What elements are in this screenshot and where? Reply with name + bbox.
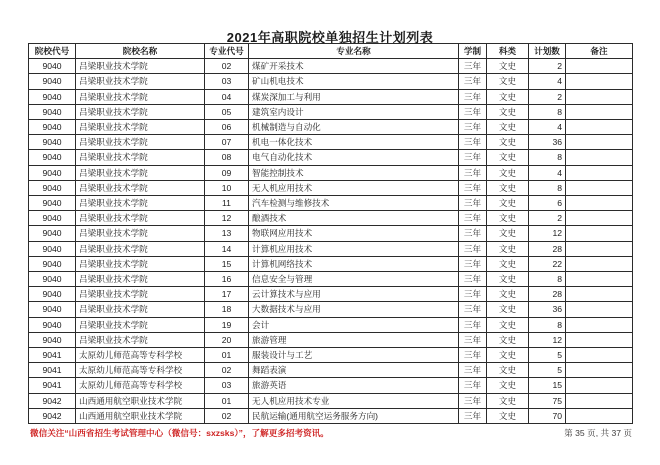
table-row: [29, 393, 633, 408]
table-row: [29, 302, 633, 317]
major-code-cell: 03: [205, 378, 249, 393]
remark-cell: [566, 211, 633, 226]
table-row: [29, 241, 633, 256]
remark-cell: [566, 348, 633, 363]
major-name-cell: 智能控制技术: [249, 165, 459, 180]
duration-cell: 三年: [459, 226, 487, 241]
major-code-cell: 16: [205, 272, 249, 287]
remark-cell: [566, 393, 633, 408]
duration-cell: 三年: [459, 104, 487, 119]
college-name-cell: 吕梁职业技术学院: [76, 180, 205, 195]
major-code-cell: 02: [205, 363, 249, 378]
table-row: [29, 256, 633, 271]
plan-count-cell: 4: [529, 120, 566, 135]
plan-count-cell: 28: [529, 241, 566, 256]
college-code-cell: 9040: [29, 302, 76, 317]
college-name-cell: 山西通用航空职业技术学院: [76, 393, 205, 408]
subject-category-cell: 文史: [487, 363, 529, 378]
major-code-cell: 03: [205, 74, 249, 89]
plan-count-cell: 15: [529, 378, 566, 393]
major-code-cell: 07: [205, 135, 249, 150]
remark-cell: [566, 59, 633, 74]
subject-category-cell: 文史: [487, 378, 529, 393]
subject-category-cell: 文史: [487, 272, 529, 287]
major-code-cell: 13: [205, 226, 249, 241]
table-row: [29, 363, 633, 378]
college-code-cell: 9040: [29, 165, 76, 180]
duration-cell: 三年: [459, 211, 487, 226]
college-code-cell: 9041: [29, 378, 76, 393]
remark-cell: [566, 241, 633, 256]
remark-cell: [566, 408, 633, 423]
table-row: [29, 74, 633, 89]
duration-cell: 三年: [459, 241, 487, 256]
college-name-cell: 吕梁职业技术学院: [76, 89, 205, 104]
major-code-cell: 04: [205, 89, 249, 104]
college-code-cell: 9040: [29, 120, 76, 135]
table-row: [29, 89, 633, 104]
remark-cell: [566, 363, 633, 378]
table-row: [29, 135, 633, 150]
plan-count-cell: 12: [529, 332, 566, 347]
subject-category-cell: 文史: [487, 120, 529, 135]
major-code-cell: 19: [205, 317, 249, 332]
plan-count-cell: 5: [529, 363, 566, 378]
plan-count-cell: 8: [529, 150, 566, 165]
college-name-cell: 太原幼儿师范高等专科学校: [76, 363, 205, 378]
major-name-cell: 会计: [249, 317, 459, 332]
college-code-cell: 9040: [29, 317, 76, 332]
college-name-cell: 吕梁职业技术学院: [76, 135, 205, 150]
col-header-major-code: 专业代号: [205, 44, 249, 59]
major-code-cell: 01: [205, 348, 249, 363]
major-name-cell: 煤炭深加工与利用: [249, 89, 459, 104]
college-code-cell: 9040: [29, 135, 76, 150]
table-row: [29, 150, 633, 165]
subject-category-cell: 文史: [487, 165, 529, 180]
plan-count-cell: 70: [529, 408, 566, 423]
major-name-cell: 煤矿开采技术: [249, 59, 459, 74]
college-name-cell: 太原幼儿师范高等专科学校: [76, 378, 205, 393]
subject-category-cell: 文史: [487, 59, 529, 74]
major-name-cell: 酿酒技术: [249, 211, 459, 226]
major-name-cell: 机电一体化技术: [249, 135, 459, 150]
subject-category-cell: 文史: [487, 317, 529, 332]
college-code-cell: 9042: [29, 393, 76, 408]
plan-count-cell: 36: [529, 302, 566, 317]
major-code-cell: 09: [205, 165, 249, 180]
table-row: [29, 59, 633, 74]
major-name-cell: 信息安全与管理: [249, 272, 459, 287]
plan-count-cell: 2: [529, 89, 566, 104]
remark-cell: [566, 150, 633, 165]
table-row: [29, 104, 633, 119]
remark-cell: [566, 378, 633, 393]
subject-category-cell: 文史: [487, 196, 529, 211]
duration-cell: 三年: [459, 332, 487, 347]
table-row: [29, 272, 633, 287]
table-row: [29, 120, 633, 135]
header-row: [29, 44, 633, 59]
subject-category-cell: 文史: [487, 74, 529, 89]
col-header-major-name: 专业名称: [249, 44, 459, 59]
college-name-cell: 吕梁职业技术学院: [76, 317, 205, 332]
plan-count-cell: 5: [529, 348, 566, 363]
college-name-cell: 吕梁职业技术学院: [76, 59, 205, 74]
page-number: 第 35 页, 共 37 页: [564, 428, 632, 438]
major-code-cell: 15: [205, 256, 249, 271]
duration-cell: 三年: [459, 317, 487, 332]
duration-cell: 三年: [459, 393, 487, 408]
college-name-cell: 吕梁职业技术学院: [76, 226, 205, 241]
duration-cell: 三年: [459, 89, 487, 104]
subject-category-cell: 文史: [487, 211, 529, 226]
college-code-cell: 9040: [29, 59, 76, 74]
major-code-cell: 10: [205, 180, 249, 195]
table-row: [29, 287, 633, 302]
college-name-cell: 吕梁职业技术学院: [76, 74, 205, 89]
major-code-cell: 01: [205, 393, 249, 408]
col-header-subject-category: 科类: [487, 44, 529, 59]
duration-cell: 三年: [459, 150, 487, 165]
subject-category-cell: 文史: [487, 332, 529, 347]
college-code-cell: 9040: [29, 180, 76, 195]
major-code-cell: 08: [205, 150, 249, 165]
major-code-cell: 20: [205, 332, 249, 347]
col-header-plan-count: 计划数: [529, 44, 566, 59]
plan-count-cell: 2: [529, 211, 566, 226]
plan-table: [28, 43, 633, 424]
college-name-cell: 吕梁职业技术学院: [76, 120, 205, 135]
major-name-cell: 建筑室内设计: [249, 104, 459, 119]
plan-count-cell: 4: [529, 74, 566, 89]
college-name-cell: 吕梁职业技术学院: [76, 241, 205, 256]
subject-category-cell: 文史: [487, 302, 529, 317]
duration-cell: 三年: [459, 363, 487, 378]
college-code-cell: 9042: [29, 408, 76, 423]
plan-count-cell: 12: [529, 226, 566, 241]
major-code-cell: 11: [205, 196, 249, 211]
college-code-cell: 9041: [29, 363, 76, 378]
duration-cell: 三年: [459, 287, 487, 302]
plan-count-cell: 8: [529, 104, 566, 119]
remark-cell: [566, 332, 633, 347]
col-header-remark: 备注: [566, 44, 633, 59]
table-header: [29, 44, 633, 59]
major-name-cell: 电气自动化技术: [249, 150, 459, 165]
remark-cell: [566, 256, 633, 271]
college-name-cell: 吕梁职业技术学院: [76, 287, 205, 302]
college-code-cell: 9040: [29, 89, 76, 104]
plan-count-cell: 28: [529, 287, 566, 302]
remark-cell: [566, 180, 633, 195]
table-row: [29, 211, 633, 226]
major-code-cell: 05: [205, 104, 249, 119]
major-code-cell: 17: [205, 287, 249, 302]
college-code-cell: 9040: [29, 104, 76, 119]
major-name-cell: 机械制造与自动化: [249, 120, 459, 135]
subject-category-cell: 文史: [487, 348, 529, 363]
major-name-cell: 矿山机电技术: [249, 74, 459, 89]
remark-cell: [566, 287, 633, 302]
plan-count-cell: 22: [529, 256, 566, 271]
subject-category-cell: 文史: [487, 226, 529, 241]
subject-category-cell: 文史: [487, 241, 529, 256]
college-name-cell: 吕梁职业技术学院: [76, 165, 205, 180]
major-code-cell: 06: [205, 120, 249, 135]
college-name-cell: 吕梁职业技术学院: [76, 196, 205, 211]
major-name-cell: 计算机应用技术: [249, 241, 459, 256]
college-name-cell: 吕梁职业技术学院: [76, 104, 205, 119]
major-name-cell: 汽车检测与维修技术: [249, 196, 459, 211]
duration-cell: 三年: [459, 256, 487, 271]
college-code-cell: 9040: [29, 332, 76, 347]
remark-cell: [566, 74, 633, 89]
college-code-cell: 9040: [29, 287, 76, 302]
college-code-cell: 9040: [29, 226, 76, 241]
plan-count-cell: 8: [529, 317, 566, 332]
remark-cell: [566, 120, 633, 135]
remark-cell: [566, 165, 633, 180]
plan-count-cell: 36: [529, 135, 566, 150]
college-code-cell: 9040: [29, 241, 76, 256]
major-code-cell: 02: [205, 408, 249, 423]
duration-cell: 三年: [459, 378, 487, 393]
major-name-cell: 舞蹈表演: [249, 363, 459, 378]
college-name-cell: 吕梁职业技术学院: [76, 272, 205, 287]
table-row: [29, 332, 633, 347]
duration-cell: 三年: [459, 348, 487, 363]
remark-cell: [566, 196, 633, 211]
major-name-cell: 旅游英语: [249, 378, 459, 393]
table-row: [29, 378, 633, 393]
college-name-cell: 山西通用航空职业技术学院: [76, 408, 205, 423]
college-code-cell: 9041: [29, 348, 76, 363]
major-name-cell: 云计算技术与应用: [249, 287, 459, 302]
duration-cell: 三年: [459, 302, 487, 317]
col-header-college-code: 院校代号: [29, 44, 76, 59]
table-row: [29, 226, 633, 241]
subject-category-cell: 文史: [487, 256, 529, 271]
plan-count-cell: 8: [529, 180, 566, 195]
college-name-cell: 太原幼儿师范高等专科学校: [76, 348, 205, 363]
college-name-cell: 吕梁职业技术学院: [76, 211, 205, 226]
table-row: [29, 408, 633, 423]
plan-count-cell: 6: [529, 196, 566, 211]
table-row: [29, 317, 633, 332]
remark-cell: [566, 104, 633, 119]
remark-cell: [566, 89, 633, 104]
duration-cell: 三年: [459, 120, 487, 135]
duration-cell: 三年: [459, 196, 487, 211]
remark-cell: [566, 302, 633, 317]
wechat-notice: 微信关注“山西省招生考试管理中心（微信号：sxzsks）”，了解更多招考资讯。: [30, 428, 329, 438]
subject-category-cell: 文史: [487, 89, 529, 104]
major-name-cell: 服装设计与工艺: [249, 348, 459, 363]
major-code-cell: 12: [205, 211, 249, 226]
table-body: [29, 59, 633, 424]
plan-count-cell: 2: [529, 59, 566, 74]
college-code-cell: 9040: [29, 74, 76, 89]
subject-category-cell: 文史: [487, 135, 529, 150]
college-code-cell: 9040: [29, 272, 76, 287]
duration-cell: 三年: [459, 180, 487, 195]
duration-cell: 三年: [459, 272, 487, 287]
duration-cell: 三年: [459, 408, 487, 423]
major-code-cell: 02: [205, 59, 249, 74]
remark-cell: [566, 317, 633, 332]
major-name-cell: 物联网应用技术: [249, 226, 459, 241]
duration-cell: 三年: [459, 59, 487, 74]
major-name-cell: 无人机应用技术: [249, 180, 459, 195]
col-header-college-name: 院校名称: [76, 44, 205, 59]
college-code-cell: 9040: [29, 256, 76, 271]
subject-category-cell: 文史: [487, 287, 529, 302]
duration-cell: 三年: [459, 165, 487, 180]
college-code-cell: 9040: [29, 211, 76, 226]
subject-category-cell: 文史: [487, 150, 529, 165]
subject-category-cell: 文史: [487, 393, 529, 408]
college-code-cell: 9040: [29, 196, 76, 211]
plan-count-cell: 75: [529, 393, 566, 408]
major-name-cell: 计算机网络技术: [249, 256, 459, 271]
subject-category-cell: 文史: [487, 180, 529, 195]
plan-count-cell: 4: [529, 165, 566, 180]
college-code-cell: 9040: [29, 150, 76, 165]
subject-category-cell: 文史: [487, 104, 529, 119]
major-name-cell: 民航运输(通用航空运务服务方向): [249, 408, 459, 423]
table-row: [29, 180, 633, 195]
table-row: [29, 348, 633, 363]
major-name-cell: 大数据技术与应用: [249, 302, 459, 317]
plan-count-cell: 8: [529, 272, 566, 287]
table-row: [29, 196, 633, 211]
major-name-cell: 无人机应用技术专业: [249, 393, 459, 408]
col-header-duration: 学制: [459, 44, 487, 59]
college-name-cell: 吕梁职业技术学院: [76, 256, 205, 271]
remark-cell: [566, 226, 633, 241]
major-code-cell: 18: [205, 302, 249, 317]
remark-cell: [566, 272, 633, 287]
major-code-cell: 14: [205, 241, 249, 256]
college-name-cell: 吕梁职业技术学院: [76, 302, 205, 317]
college-name-cell: 吕梁职业技术学院: [76, 332, 205, 347]
page-title: 2021年高职院校单独招生计划列表: [226, 30, 434, 45]
duration-cell: 三年: [459, 135, 487, 150]
major-name-cell: 旅游管理: [249, 332, 459, 347]
subject-category-cell: 文史: [487, 408, 529, 423]
table-row: [29, 165, 633, 180]
duration-cell: 三年: [459, 74, 487, 89]
remark-cell: [566, 135, 633, 150]
college-name-cell: 吕梁职业技术学院: [76, 150, 205, 165]
